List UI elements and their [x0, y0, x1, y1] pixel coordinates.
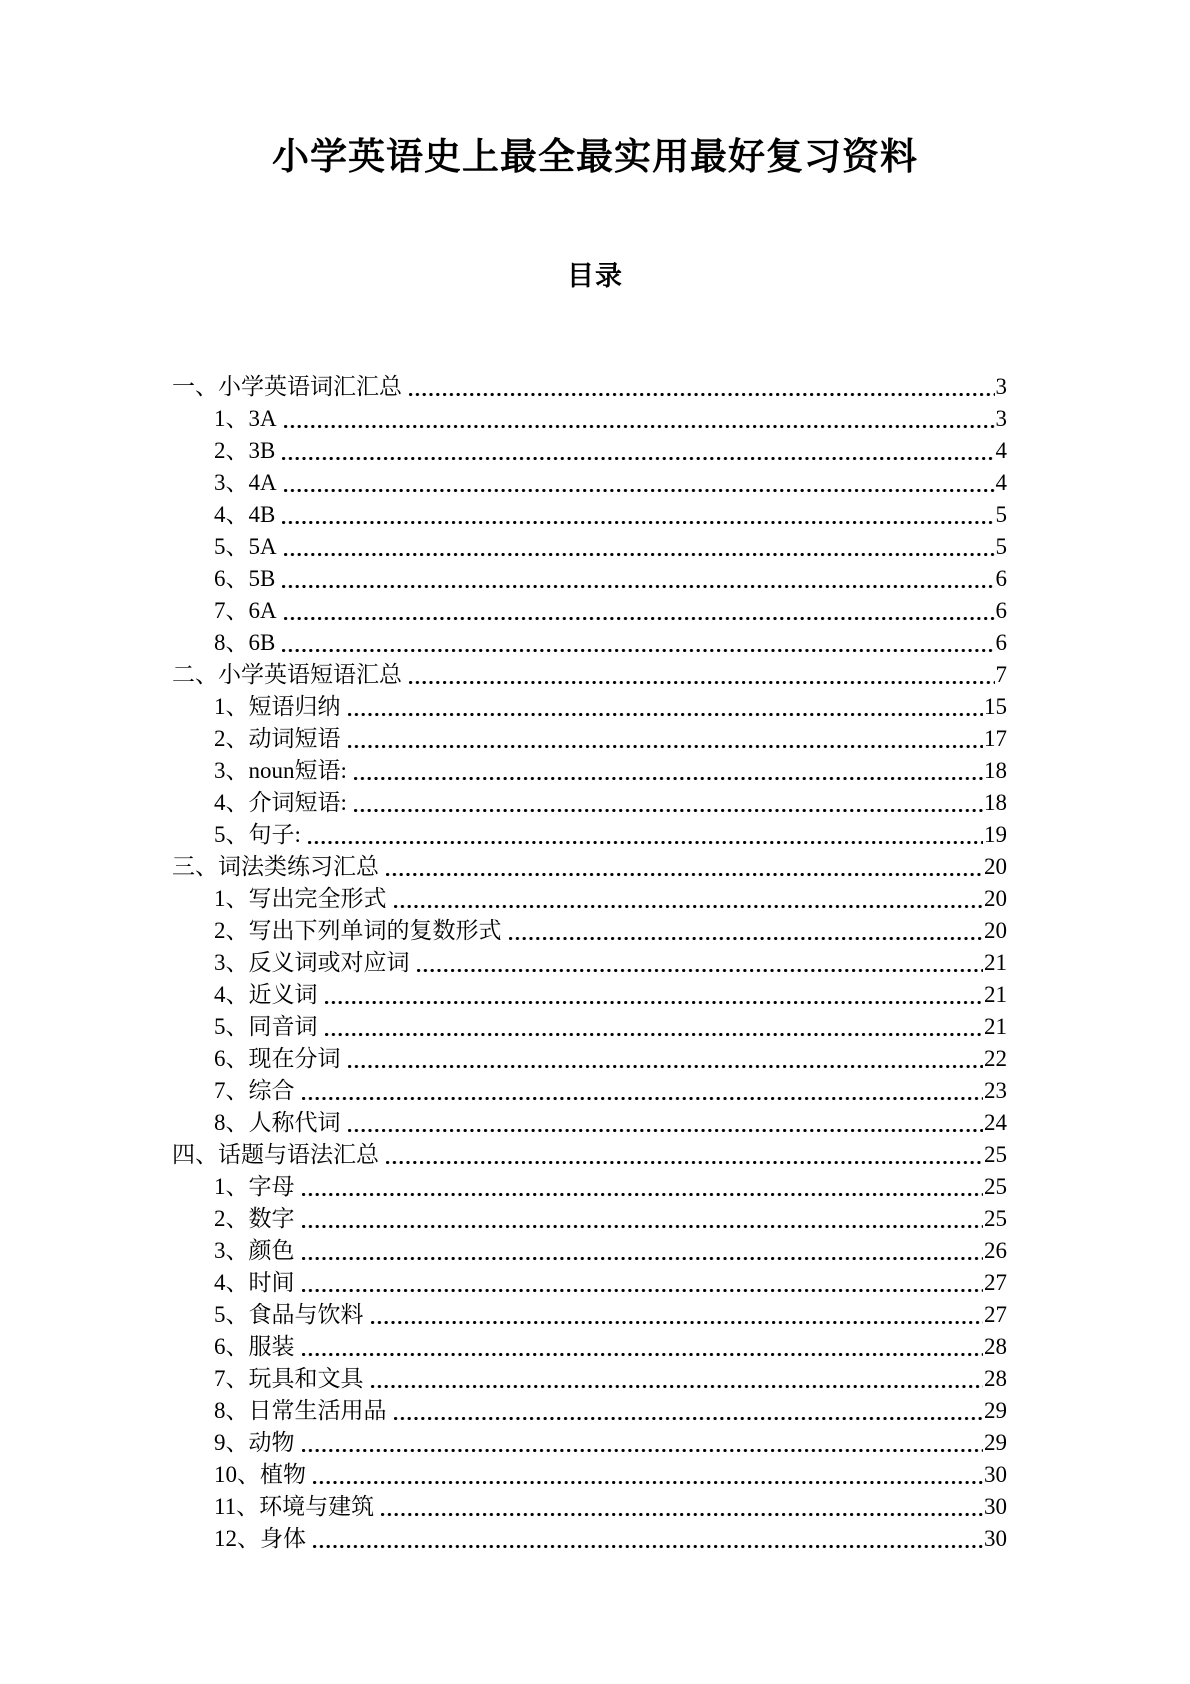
- toc-entry-page-number: 6: [995, 630, 1007, 655]
- toc-entry-page-number: 17: [984, 726, 1007, 751]
- toc-entry: [172, 435, 1007, 467]
- toc-entry: [172, 563, 1007, 595]
- toc-entry-page-number: 21: [984, 1014, 1007, 1039]
- toc-entry-page-number: 21: [984, 982, 1007, 1007]
- toc-entry-label: 6、现在分词: [214, 1046, 341, 1071]
- toc-entry-label: 3、noun短语:: [214, 758, 347, 783]
- toc-dot-leader: [302, 1257, 984, 1260]
- toc-entry: [172, 1203, 1007, 1235]
- toc-dot-leader: [302, 1097, 984, 1100]
- toc-entry-label: 8、日常生活用品: [214, 1398, 387, 1423]
- document-title: 小学英语史上最全最实用最好复习资料: [272, 136, 918, 177]
- toc-entry-page-number: 27: [984, 1270, 1007, 1295]
- toc-entry-page-number: 21: [984, 950, 1007, 975]
- toc-entry: [172, 1011, 1007, 1043]
- toc-entry-page-number: 25: [984, 1174, 1007, 1199]
- toc-entry-page-number: 5: [995, 534, 1007, 559]
- toc-entry-label: 1、3A: [214, 406, 277, 431]
- toc-dot-leader: [284, 489, 995, 492]
- toc-dot-leader: [354, 777, 983, 780]
- toc-entry-page-number: 20: [984, 854, 1007, 879]
- toc-dot-leader: [409, 681, 995, 684]
- toc-entry: [172, 819, 1007, 851]
- toc-entry: [172, 947, 1007, 979]
- toc-entry: [172, 755, 1007, 787]
- toc-entry: [172, 659, 1007, 691]
- toc-dot-leader: [325, 1033, 984, 1036]
- toc-entry: [172, 1107, 1007, 1139]
- toc-entry-label: 2、数字: [214, 1206, 295, 1231]
- toc-dot-leader: [302, 1289, 984, 1292]
- toc-entry-label: 二、小学英语短语汇总: [172, 662, 402, 687]
- toc-entry: [172, 467, 1007, 499]
- toc-dot-leader: [417, 969, 984, 972]
- toc-entry-label: 7、综合: [214, 1078, 295, 1103]
- toc-entry-page-number: 30: [984, 1526, 1007, 1551]
- toc-entry-label: 4、时间: [214, 1270, 295, 1295]
- toc-entry-page-number: 23: [984, 1078, 1007, 1103]
- toc-dot-leader: [282, 649, 994, 652]
- toc-entry: [172, 979, 1007, 1011]
- toc-entry-label: 3、4A: [214, 470, 277, 495]
- toc-dot-leader: [509, 937, 984, 940]
- toc-entry-label: 2、写出下列单词的复数形式: [214, 918, 502, 943]
- toc-entry-label: 5、5A: [214, 534, 277, 559]
- toc-entry: [172, 691, 1007, 723]
- toc-entry: [172, 403, 1007, 435]
- toc-entry-label: 8、人称代词: [214, 1110, 341, 1135]
- toc-entry: [172, 1331, 1007, 1363]
- toc-entry-page-number: 15: [984, 694, 1007, 719]
- toc-dot-leader: [371, 1321, 984, 1324]
- toc-dot-leader: [302, 1225, 984, 1228]
- toc-entry-label: 1、字母: [214, 1174, 295, 1199]
- toc-entry-page-number: 30: [984, 1494, 1007, 1519]
- toc-entry: [172, 371, 1007, 403]
- toc-entry-label: 2、3B: [214, 438, 276, 463]
- toc-dot-leader: [325, 1001, 984, 1004]
- toc-entry-page-number: 25: [984, 1206, 1007, 1231]
- toc-entry-page-number: 22: [984, 1046, 1007, 1071]
- toc-dot-leader: [284, 553, 995, 556]
- toc-entry-page-number: 25: [984, 1142, 1007, 1167]
- toc-entry-page-number: 3: [995, 406, 1007, 431]
- toc-entry-label: 3、颜色: [214, 1238, 295, 1263]
- toc-entry-label: 7、玩具和文具: [214, 1366, 364, 1391]
- toc-entry-page-number: 27: [984, 1302, 1007, 1327]
- toc-entry: [172, 723, 1007, 755]
- toc-dot-leader: [394, 1417, 984, 1420]
- toc-entry-label: 4、介词短语:: [214, 790, 347, 815]
- toc-entry: [172, 595, 1007, 627]
- toc-entry-label: 5、食品与饮料: [214, 1302, 364, 1327]
- toc-dot-leader: [302, 1353, 984, 1356]
- toc-heading: 目录: [567, 261, 623, 291]
- toc-dot-leader: [302, 1449, 984, 1452]
- toc-entry: [172, 1427, 1007, 1459]
- toc-dot-leader: [313, 1481, 983, 1484]
- toc-entry: [172, 1363, 1007, 1395]
- toc-dot-leader: [381, 1513, 983, 1516]
- toc-entry-label: 8、6B: [214, 630, 276, 655]
- toc-entry: [172, 499, 1007, 531]
- toc-dot-leader: [282, 521, 994, 524]
- toc-entry-label: 9、动物: [214, 1430, 295, 1455]
- toc-entry: [172, 1395, 1007, 1427]
- toc-dot-leader: [302, 1193, 984, 1196]
- toc-entry-label: 1、写出完全形式: [214, 886, 387, 911]
- toc-entry-label: 6、服装: [214, 1334, 295, 1359]
- toc-dot-leader: [348, 713, 984, 716]
- toc-entry-label: 4、近义词: [214, 982, 318, 1007]
- toc-dot-leader: [313, 1545, 983, 1548]
- toc-entry: [172, 1171, 1007, 1203]
- toc-entry-page-number: 6: [995, 598, 1007, 623]
- toc-dot-leader: [282, 585, 994, 588]
- toc-dot-leader: [284, 425, 995, 428]
- toc-entry-page-number: 28: [984, 1366, 1007, 1391]
- toc-dot-leader: [348, 1065, 984, 1068]
- toc-entry: [172, 1523, 1007, 1555]
- toc-entry-page-number: 7: [995, 662, 1007, 687]
- toc-entry-page-number: 20: [984, 918, 1007, 943]
- toc-entry-label: 3、反义词或对应词: [214, 950, 410, 975]
- toc-dot-leader: [371, 1385, 984, 1388]
- toc-entry-label: 四、话题与语法汇总: [172, 1142, 379, 1167]
- toc-entry-label: 一、小学英语词汇汇总: [172, 374, 402, 399]
- toc-entry: [172, 531, 1007, 563]
- toc-entry: [172, 1235, 1007, 1267]
- toc-entry-page-number: 6: [995, 566, 1007, 591]
- toc-entry: [172, 627, 1007, 659]
- toc-entry-label: 4、4B: [214, 502, 276, 527]
- toc-entry: [172, 1139, 1007, 1171]
- toc-dot-leader: [282, 457, 994, 460]
- toc-entry-label: 11、环境与建筑: [214, 1494, 375, 1519]
- toc-entry-label: 7、6A: [214, 598, 277, 623]
- toc-entry: [172, 1043, 1007, 1075]
- toc-list: [172, 371, 1007, 1555]
- toc-entry-page-number: 4: [995, 438, 1007, 463]
- toc-entry-page-number: 26: [984, 1238, 1007, 1263]
- toc-entry: [172, 787, 1007, 819]
- toc-entry-label: 10、植物: [214, 1462, 306, 1487]
- toc-dot-leader: [348, 1129, 984, 1132]
- toc-dot-leader: [284, 617, 995, 620]
- toc-entry-label: 12、身体: [214, 1526, 306, 1551]
- toc-entry-page-number: 18: [984, 758, 1007, 783]
- toc-entry: [172, 1267, 1007, 1299]
- toc-entry: [172, 915, 1007, 947]
- toc-entry-page-number: 24: [984, 1110, 1007, 1135]
- toc-entry-page-number: 4: [995, 470, 1007, 495]
- toc-entry-page-number: 3: [995, 374, 1007, 399]
- toc-entry-label: 5、同音词: [214, 1014, 318, 1039]
- toc-entry: [172, 1459, 1007, 1491]
- toc-entry-page-number: 30: [984, 1462, 1007, 1487]
- toc-entry: [172, 1299, 1007, 1331]
- toc-entry-label: 三、词法类练习汇总: [172, 854, 379, 879]
- toc-dot-leader: [348, 745, 984, 748]
- toc-entry-label: 2、动词短语: [214, 726, 341, 751]
- toc-dot-leader: [409, 393, 995, 396]
- toc-entry-page-number: 18: [984, 790, 1007, 815]
- toc-entry-page-number: 28: [984, 1334, 1007, 1359]
- toc-entry-label: 6、5B: [214, 566, 276, 591]
- toc-entry-page-number: 19: [984, 822, 1007, 847]
- toc-entry: [172, 1491, 1007, 1523]
- toc-dot-leader: [394, 905, 984, 908]
- toc-entry-label: 5、句子:: [214, 822, 301, 847]
- toc-entry: [172, 1075, 1007, 1107]
- toc-entry-page-number: 29: [984, 1398, 1007, 1423]
- toc-entry: [172, 883, 1007, 915]
- toc-dot-leader: [308, 841, 983, 844]
- toc-dot-leader: [354, 809, 983, 812]
- toc-entry-page-number: 5: [995, 502, 1007, 527]
- toc-entry-page-number: 20: [984, 886, 1007, 911]
- toc-entry: [172, 851, 1007, 883]
- toc-dot-leader: [386, 1161, 983, 1164]
- toc-entry-label: 1、短语归纳: [214, 694, 341, 719]
- toc-dot-leader: [386, 873, 983, 876]
- toc-entry-page-number: 29: [984, 1430, 1007, 1455]
